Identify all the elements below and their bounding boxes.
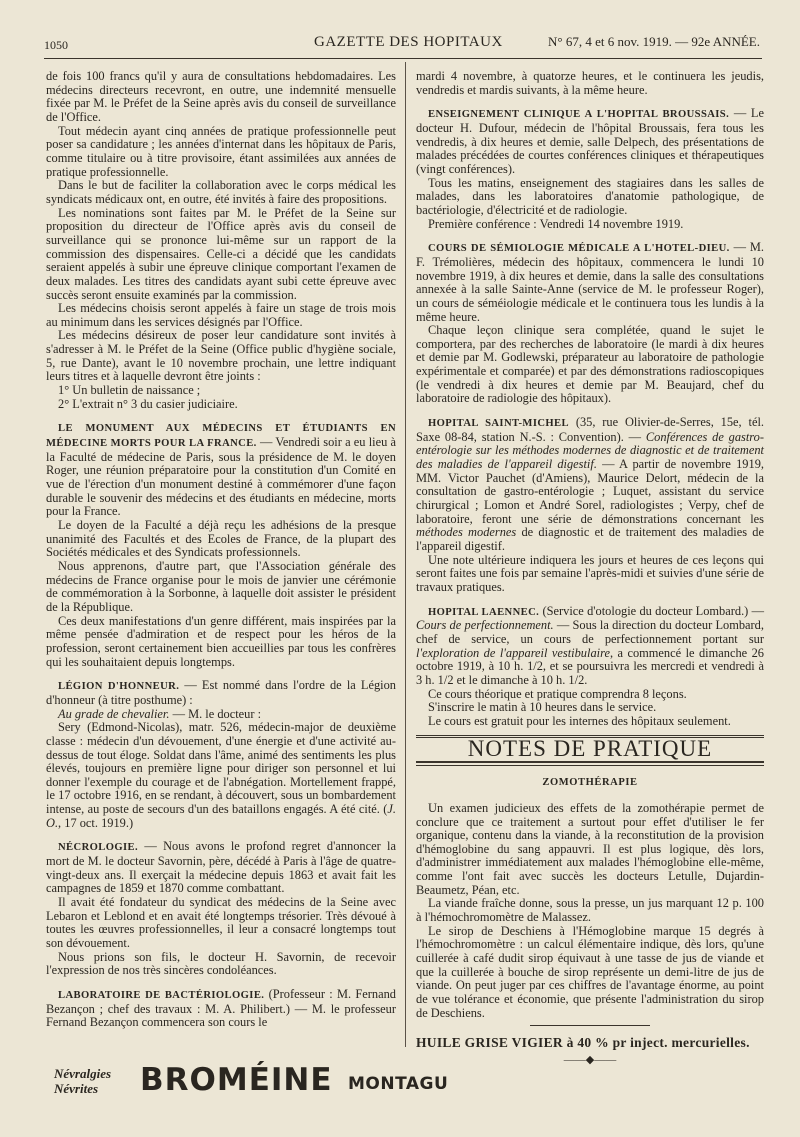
paragraph: Nous prions son fils, le docteur H. Savornin, de recevoir l'expression de nos très sincères condoléances.: [46, 949, 396, 978]
list-item: 2° L'extrait n° 3 du casier judiciaire.: [58, 396, 238, 411]
paragraph: Les médecins choisis seront appelés à faire un stage de trois mois au minimum dans les services désignés par l'Office.: [46, 301, 396, 329]
legion-heading: LÉGION D'HONNEUR.: [58, 681, 180, 693]
paragraph: Le doyen de la Faculté a déjà reçu les adhésions de la presque unanimité des Facultés et des Ecoles de France, de la plupart des Sociétés médicales et des Syndicats professionnels.: [46, 518, 396, 560]
laboratory-article: LABORATOIRE DE BACTÉRIOLOGIE. (Professeur : M. Fernand Bezançon ; chef des travaux : M. A. Philibert.) — M. le professeur Fernand Bezançon commencera son cours le: [46, 987, 397, 1030]
right-column: [416, 70, 764, 1068]
issue-info: N° 67, 4 et 6 nov. 1919. — 92e ANNÉE.: [548, 34, 760, 49]
page-number: 1050: [44, 38, 68, 52]
paragraph: Il avait été fondateur du syndicat des médecins de la Seine avec Lebaron et Leblond et en avait été longtemps trésorier. Très dévoué à toutes les œuvres professionnelles, il leur a consacré longtemps tout son dévouement.: [46, 895, 396, 951]
saint-michel-heading: HOPITAL SAINT-MICHEL: [428, 418, 569, 430]
paragraph: Une note ultérieure indiquera les jours et heures de ces leçons qui seront faites une fois par semaine l'après-midi et suivies d'une série de travaux pratiques.: [416, 552, 764, 594]
section-rule: [416, 761, 764, 766]
monument-heading: LE MONUMENT AUX MÉDECINS ET ÉTUDIANTS EN MÉDECINE MORTS POUR LA FRANCE.: [46, 423, 396, 450]
paragraph: Nous apprenons, d'autre part, que l'Association générale des médecins de France organise pour le mois de janvier une cérémonie de commémoration à la Sorbonne, à laquelle doit assister le président de la République.: [46, 558, 396, 614]
paragraph: La viande fraîche donne, sous la presse, un jus marquant 12 p. 100 à l'hémochromomètre de Malassez.: [416, 896, 764, 925]
hotel-dieu-heading: COURS DE SÉMIOLOGIE MÉDICALE A L'HOTEL-DIEU.: [428, 243, 730, 255]
broussais-heading: ENSEIGNEMENT CLINIQUE A L'HOPITAL BROUSSAIS.: [428, 109, 730, 121]
laennec-heading: HOPITAL LAENNEC.: [428, 606, 540, 618]
broussais-article: ENSEIGNEMENT CLINIQUE A L'HOPITAL BROUSSAIS. — Le docteur H. Dufour, médecin de l'hôpital Broussais, fera tous les vendredis, à dix heures et demie, salle Delpech, des présentations de malades précédées de courtes conférences cliniques et thérapeutiques (vingt conférences).: [416, 106, 764, 176]
paragraph: Le sirop de Deschiens à l'Hémoglobine marque 15 degrés à l'hémochromomètre : un calcul élémentaire indique, dès lors, qu'une cuillerée à café dudit sirop équivaut à une tasse de jus de viande et que la cuillerée à bouche de sirop représente un demi-litre de jus de viande. On peut juger par ces chiffres de l'avantage énorme, au point de vue tolérance et économie, que présente l'administration du sirop de Deschiens.: [416, 923, 764, 1020]
list-item: 1° Un bulletin de naissance ;: [58, 383, 201, 398]
saint-michel-article: HOPITAL SAINT-MICHEL (35, rue Olivier-de-Serres, 15e, tél. Saxe 08-84, station N.-S. : Convention). — Conférences de gastro-entérologie sur les méthodes modernes de diagnostic et de traitement des maladies de l'appareil digestif. — A partir de novembre 1919, MM. Victor Pauchet (d'Amiens), Maurice Delort, médecin de la consultation de gastro-entérologie ; Luquet, assistant du service chirurgical ; Lomon et André Sorel, radiologistes ; Verpy, chef de laboratoire, feront une série de démonstrations concernant les méthodes modernes de diagnostic et de traitement des maladies de l'appareil digestif.: [416, 415, 764, 553]
paragraph: Un examen judicieux des effets de la zomothérapie permet de conclure que ce traitement a surtout pour effet d'utiliser le fer organique, contenu dans la viande, à la reconstitution de la provision d'hémoglobine du sang appauvri. Il est plus logique, dès lors, d'administrer immédiatement aux malades l'hémoglobine elle-même, comme l'ont fait avec succès les docteurs Letulle, Dujardin-Beaumetz, Péan, etc.: [416, 800, 764, 897]
header-rule: [44, 58, 762, 59]
column-divider: [405, 62, 406, 1047]
ad-indications: Névralgies Névrites: [54, 1066, 112, 1096]
legion-grade: Au grade de chevalier. — M. le docteur :: [58, 706, 262, 721]
ad-brand-name: BROMÉINE: [140, 1062, 333, 1098]
paragraph: Ce cours théorique et pratique comprendra 8 leçons.: [428, 686, 687, 701]
paragraph: Dans le but de faciliter la collaboration avec le corps médical les syndicats médicaux ont, en outre, été invités à faire des propositions.: [46, 178, 396, 206]
laboratory-heading: LABORATOIRE DE BACTÉRIOLOGIE.: [58, 990, 265, 1001]
bromeine-advert: [46, 1062, 449, 1108]
legion-article: LÉGION D'HONNEUR. — Est nommé dans l'ordre de la Légion d'honneur (à titre posthume) :: [46, 678, 396, 707]
hotel-dieu-article: COURS DE SÉMIOLOGIE MÉDICALE A L'HOTEL-DIEU. — M. F. Trémolières, médecin des hôpitaux, commencera le lundi 10 novembre 1919, à dix heures et demie, dans la salle des consultations annexée à la salle Sainte-Anne (service de M. le professeur Roger), un cours de séméiologie médicale et le continuera tous les lundis à la même heure.: [416, 240, 764, 324]
left-column: [46, 70, 396, 1030]
paragraph: Tous les matins, enseignement des stagiaires dans les salles de malades, dans les laboratoires d'anatomie pathologique, de bactériologie, d'électricité et de radiologie.: [416, 175, 764, 217]
page-header: [44, 30, 760, 52]
paragraph: Le cours est gratuit pour les internes des hôpitaux seulement.: [428, 713, 731, 728]
paragraph: mardi 4 novembre, à quatorze heures, et le continuera les jeudis, vendredis et mardis suivants, à la même heure.: [416, 69, 764, 97]
paragraph: Chaque leçon clinique sera complétée, quand le sujet le comportera, par des recherches de laboratoire (le mardi à dix heures et demie par M. Godlewski, préparateur au laboratoire de pathologie expérimentale et comparée) et par des démonstrations radioscopiques (le vendredi à dix heures et demie par M. Beaujard, chef du laboratoire de radiologie des hôpitaux).: [416, 323, 764, 406]
paragraph: Première conférence : Vendredi 14 novembre 1919.: [428, 216, 684, 231]
paragraph: de fois 100 francs qu'il y aura de consultations hebdomadaires. Les médecins directeurs recevront, en outre, une indemnité mensuelle fixée par M. le Préfet de la Seine après avis du conseil de surveillance de l'Office.: [46, 69, 396, 124]
zomotherapie-heading: ZOMOTHÉRAPIE: [542, 777, 638, 789]
necrology-article: NÉCROLOGIE. — Nous avons le profond regret d'annoncer la mort de M. le docteur Savornin, père, décédé à Paris à l'âge de quatre-vingt-deux ans. Il exerçait la médecine depuis 1863 et avait fait les campagnes de 1859 et 1870 comme combattant.: [46, 839, 396, 896]
journal-title: GAZETTE DES HOPITAUX: [314, 34, 503, 50]
legion-citation: Sery (Edmond-Nicolas), matr. 526, médecin-major de deuxième classe : médecin d'un dévouement, d'une énergie et d'une activité au-dessus de tout éloge. Soldat dans l'âme, animé des sentiments les plus élevés, toujours en première ligne pour diriger son personnel et lui donner l'exemple du courage et de l'abnégation. Mortellement frappé, le 17 octobre 1916, en se rendant, à découvert, sous un bombardement intense, au poste de secours d'un des bataillons engagés. A été cité. (J. O., 17 oct. 1919.): [46, 720, 396, 830]
separator-rule: [530, 1025, 650, 1026]
paragraph: S'inscrire le matin à 10 heures dans le service.: [428, 700, 657, 715]
notes-section-title: NOTES DE PRATIQUE: [467, 735, 713, 761]
huile-grise-advert: HUILE GRISE VIGIER à 40 % pr inject. mercurielles.: [416, 1035, 750, 1051]
ornament-divider: ——◆——: [563, 1054, 617, 1066]
monument-article: LE MONUMENT AUX MÉDECINS ET ÉTUDIANTS EN MÉDECINE MORTS POUR LA FRANCE. — Vendredi soir a eu lieu à la Faculté de médecine de Paris, sous la présidence de M. le doyen Roger, une réunion préparatoire pour la constitution d'un Comité en vue de l'érection d'un monument destiné à commémorer d'une façon durable le souvenir des médecins et des étudiants en médecine, morts pour la France.: [46, 423, 397, 519]
paragraph: Les médecins désireux de poser leur candidature sont invités à s'adresser à M. le Préfet de la Seine (Office public d'hygiène sociale, 5, rue Dante), avant le 10 novembre prochain, une lettre indiquant leurs titres et à laquelle devront être joints :: [46, 328, 396, 384]
paragraph: Tout médecin ayant cinq années de pratique professionnelle peut poser sa candidature ; les années d'internat dans les hôpitaux de Paris, comme titulaire ou à titre provisoire, étant assimilées aux années de pratique professionnelle.: [46, 123, 396, 179]
paragraph: Les nominations sont faites par M. le Préfet de la Seine sur proposition du directeur de l'Office après avis du conseil de surveillance qui se prononce lui-même sur un rapport de la commission des dispensaires. Celle-ci a décidé que les candidats seraient appelés à subir une épreuve clinique comportant l'examen de deux malades. Les titres des candidats ayant subi cette épreuve avec succès seront ensuite examinés par la commission.: [46, 205, 396, 302]
laennec-article: HOPITAL LAENNEC. (Service d'otologie du docteur Lombard.) — Cours de perfectionnement. — Sous la direction du docteur Lombard, chef de service, un cours de perfectionnement portant sur l'exploration de l'appareil vestibulaire, a commencé le dimanche 26 octobre 1919, à 10 h. 1/2, et se poursuivra les mercredi et vendredi à 3 h. 1/2 et le dimanche à 10 h. 1/2.: [416, 603, 764, 687]
paragraph: Ces deux manifestations d'un genre différent, mais inspirées par la même pensée d'admiration et de respect pour les héros de la profession, seront certainement bien accueillies par tous les confrères qui les souhaitaient depuis longtemps.: [46, 613, 396, 669]
ad-maker-name: MONTAGU: [348, 1074, 449, 1094]
necrology-heading: NÉCROLOGIE.: [58, 842, 139, 854]
